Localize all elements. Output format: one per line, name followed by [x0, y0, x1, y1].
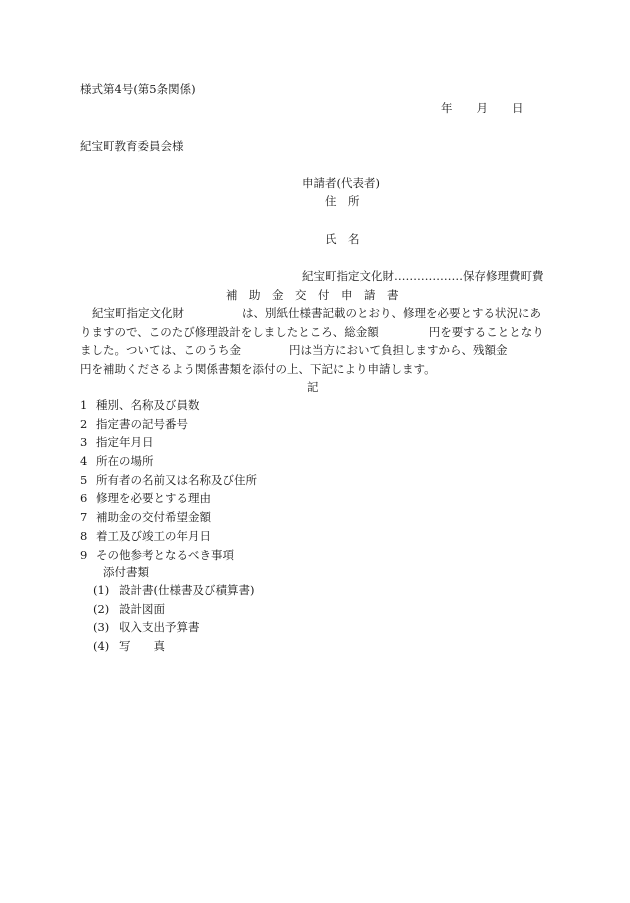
items-list — [80, 396, 257, 564]
list-item: 2 指定書の記号番号 — [80, 416, 188, 431]
list-item: 4 所在の場所 — [80, 454, 154, 469]
list-item: 3 指定年月日 — [80, 435, 154, 450]
application-body — [80, 304, 550, 379]
list-item: 8 着工及び竣工の年月日 — [80, 528, 211, 543]
date-day: 日 — [512, 101, 524, 115]
list-item: (4) 写 真 — [93, 639, 165, 654]
date-year: 年 — [441, 101, 453, 115]
list-item: 1 種別、名称及び員数 — [80, 398, 200, 412]
date-month: 月 — [476, 101, 488, 115]
body-part-5: 円を補助くださるよう関係書類を添付の上、下記により申請します。 — [80, 362, 436, 377]
list-item: 5 所有者の名前又は名称及び住所 — [80, 472, 257, 487]
list-item: (1) 設計書(仕様書及び積算書) — [93, 583, 255, 597]
subject-line-2: 補 助 金 交 付 申 請 書 — [226, 288, 399, 302]
attachments-list — [93, 581, 254, 656]
body-part-1: 紀宝町指定文化財 — [92, 306, 184, 320]
applicant-address-label: 住 所 — [325, 194, 360, 208]
list-item: (3) 収入支出予算書 — [93, 620, 200, 635]
body-part-3: 円を要することとなりました。ついては、このうち金 — [80, 324, 544, 358]
list-item: 9 その他参考となるべき事項 — [80, 547, 234, 562]
list-item: 6 修理を必要とする理由 — [80, 491, 211, 506]
attachments-title: 添付書類 — [103, 565, 149, 579]
body-part-4: 円は当方において負担しますから、残額金 — [289, 343, 508, 358]
list-item: (2) 設計図面 — [93, 601, 165, 616]
addressee: 紀宝町教育委員会様 — [80, 139, 184, 153]
subject-line-1: 紀宝町指定文化財………………保存修理費町費 — [302, 269, 544, 283]
ki-heading: 記 — [307, 380, 319, 394]
list-item: 7 補助金の交付希望金額 — [80, 510, 211, 525]
form-number: 様式第4号(第5条関係) — [80, 82, 196, 96]
date-line — [441, 99, 524, 118]
applicant-title: 申請者(代表者) — [302, 176, 380, 190]
applicant-name-label: 氏 名 — [325, 232, 360, 246]
body-part-2: は、別紙仕様書記載のとおり、修理を必要とする状況にありますので、このたび修理設計をしましたところ、総金額 — [80, 306, 541, 339]
